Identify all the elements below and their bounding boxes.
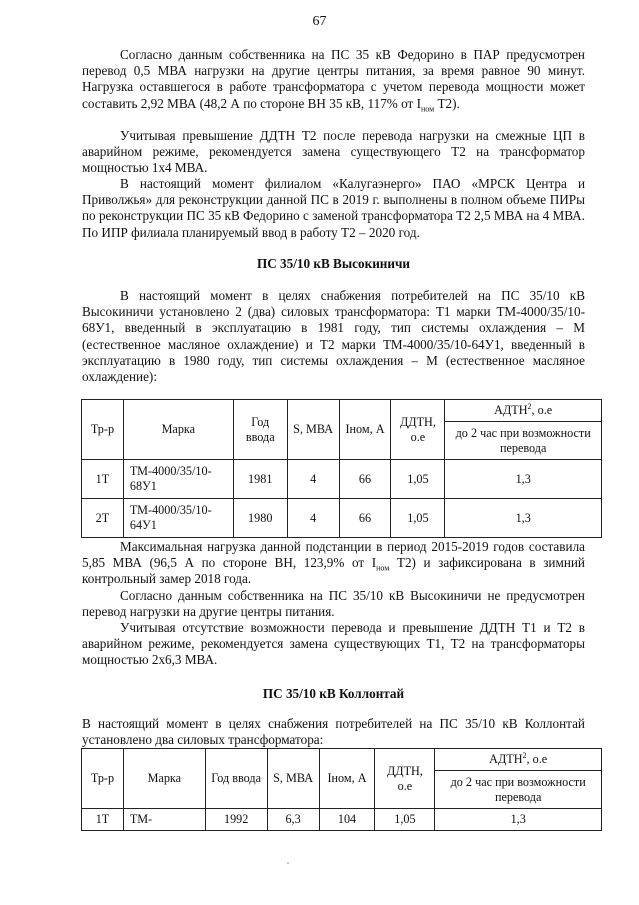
table-row bbox=[82, 460, 602, 499]
paragraph-vysokinichi-intro: В настоящий момент в целях снабжения потребителей на ПС 35/10 кВ Высокиничи установлено 2 (два) силовых трансформатора: Т1 марки ТМ-4000/35/10-68У1, введенный в эксплуатацию в 1981 году, тип системы охлаждения – М (естественное масляное охлаждение) и Т2 марки ТМ-4000/35/10-64У1, введенный в эксплуатацию в 1980 году, тип системы охлаждения – М (естественное масляное охлаждение): bbox=[82, 288, 585, 385]
header-s: S, МВА bbox=[267, 749, 319, 809]
cell-s: 6,3 bbox=[267, 809, 319, 831]
header-brand: Марка bbox=[123, 400, 233, 460]
cell-brand: ТМ- bbox=[123, 809, 205, 831]
paragraph-fedorino-reconstruction: В настоящий момент филиалом «Калугаэнерго» ПАО «МРСК Центра и Приволжья» для реконструкции данной ПС в 2019 г. выполнены в полном объеме ПИРы по реконструкции ПС 35 кВ Федорино с заменой трансформатора Т2 2,5 МВА на 4 МВА. По ИПР филиала планируемый ввод в работу Т2 – 2020 год. bbox=[82, 176, 585, 240]
header-ddtn: ДДТН, о.е bbox=[375, 749, 435, 809]
paragraph-kollontai-intro: В настоящий момент в целях снабжения потребителей на ПС 35/10 кВ Коллонтай установлено два силовых трансформатора: bbox=[82, 716, 585, 748]
cell-tr: 2Т bbox=[82, 499, 124, 538]
header-ddtn: ДДТН, о.е bbox=[391, 400, 445, 460]
header-year: Год ввода bbox=[205, 749, 267, 809]
header-adtn: АДТН$^2$, о.е bbox=[445, 400, 602, 422]
cell-s: 4 bbox=[287, 499, 339, 538]
cell-s: 4 bbox=[287, 460, 339, 499]
cell-adtn: 1,3 bbox=[445, 460, 602, 499]
header-tr: Тр-р bbox=[82, 749, 124, 809]
cell-inom: 104 bbox=[319, 809, 375, 831]
scan-speck bbox=[287, 862, 289, 864]
header-brand: Марка bbox=[123, 749, 205, 809]
header-adtn-sub: до 2 час при возможности перевода bbox=[445, 422, 602, 460]
cell-year: 1992 bbox=[205, 809, 267, 831]
page-number: 67 bbox=[312, 14, 327, 29]
header-tr: Тр-р bbox=[82, 400, 124, 460]
cell-inom: 66 bbox=[339, 499, 391, 538]
cell-ddtn: 1,05 bbox=[391, 460, 445, 499]
paragraph-vysokinichi-recommendation: Учитывая отсутствие возможности перевода и превышение ДДТН Т1 и Т2 в аварийном режиме, рекомендуется замена существующих Т1, Т2 на трансформаторы мощностью 2х6,3 МВА. bbox=[82, 620, 585, 668]
paragraph-vysokinichi-max-load: Максимальная нагрузка данной подстанции в период 2015-2019 годов составила 5,85 МВА (96,5 А по стороне ВН, 123,9% от $I_{ном}$ Т2) и зафиксирована в зимний контрольный замер 2018 года. bbox=[82, 539, 585, 587]
cell-brand: ТМ-4000/35/10-68У1 bbox=[123, 460, 233, 499]
header-year: Год ввода bbox=[233, 400, 287, 460]
header-adtn-sub: до 2 час при возможности перевода bbox=[435, 771, 602, 809]
paragraph-fedorino-recommendation: Учитывая превышение ДДТН Т2 после перевода нагрузки на смежные ЦП в аварийном режиме, рекомендуется замена существующего Т2 на трансформатор мощностью 1х4 МВА. bbox=[82, 128, 585, 176]
table-row bbox=[82, 499, 602, 538]
header-adtn: АДТН$^2$, о.е bbox=[435, 749, 602, 771]
transformer-table-vysokinichi bbox=[81, 399, 602, 538]
transformer-table-kollontai bbox=[81, 748, 602, 831]
header-s: S, МВА bbox=[287, 400, 339, 460]
cell-brand: ТМ-4000/35/10-64У1 bbox=[123, 499, 233, 538]
cell-ddtn: 1,05 bbox=[391, 499, 445, 538]
header-inom: Iном, А bbox=[319, 749, 375, 809]
cell-tr: 1Т bbox=[82, 809, 124, 831]
cell-year: 1981 bbox=[233, 460, 287, 499]
cell-ddtn: 1,05 bbox=[375, 809, 435, 831]
cell-year: 1980 bbox=[233, 499, 287, 538]
paragraph-vysokinichi-no-transfer: Согласно данным собственника на ПС 35/10 кВ Высокиничи не предусмотрен перевод нагрузки на другие центры питания. bbox=[82, 588, 585, 620]
section-heading-kollontai: ПС 35/10 кВ Коллонтай bbox=[262, 686, 405, 701]
cell-adtn: 1,3 bbox=[445, 499, 602, 538]
cell-inom: 66 bbox=[339, 460, 391, 499]
paragraph-fedorino-transfer: Согласно данным собственника на ПС 35 кВ Федорино в ПАР предусмотрен перевод 0,5 МВА нагрузки на другие центры питания, за время равное 90 минут. Нагрузка оставшегося в работе трансформатора с учетом перевода мощности может составить 2,92 МВА (48,2 А по стороне ВН 35 кВ, 117% от $I_{ном}$ Т2). bbox=[82, 47, 585, 114]
cell-adtn: 1,3 bbox=[435, 809, 602, 831]
section-heading-vysokinichi: ПС 35/10 кВ Высокиничи bbox=[256, 256, 411, 271]
table-row bbox=[82, 809, 602, 831]
cell-tr: 1Т bbox=[82, 460, 124, 499]
header-inom: Iном, А bbox=[339, 400, 391, 460]
